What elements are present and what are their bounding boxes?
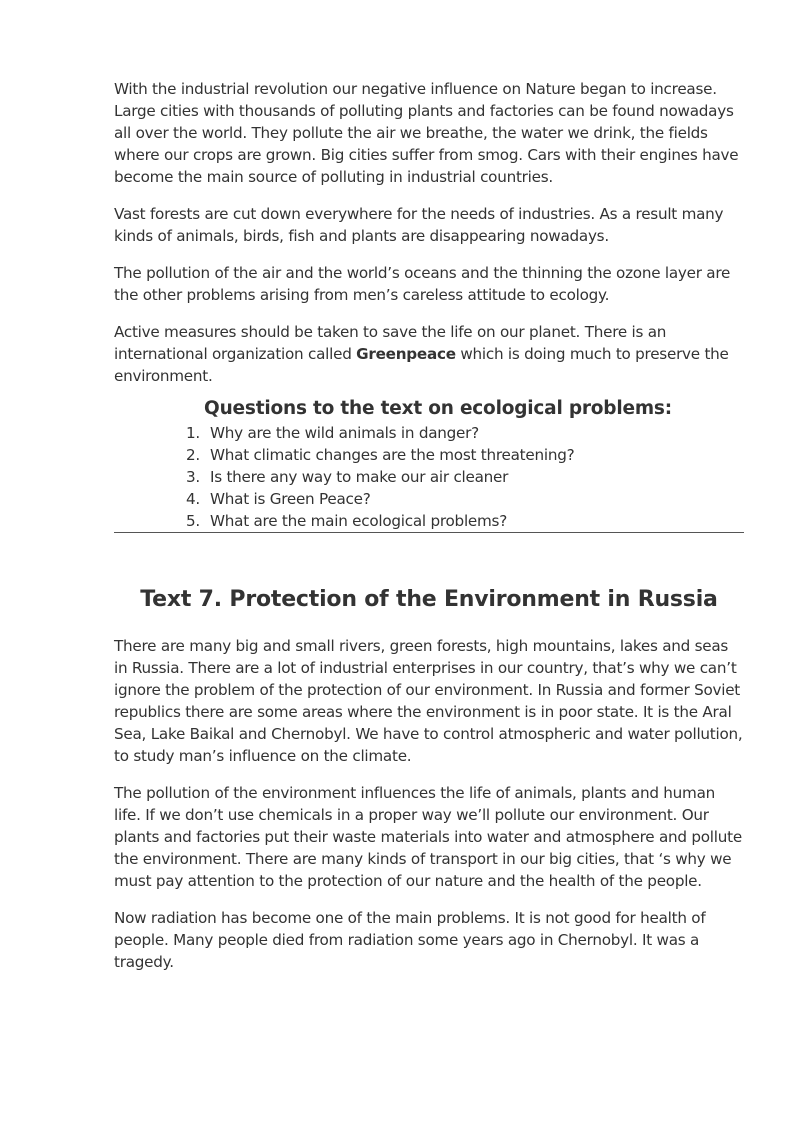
text7-paragraph-3: Now radiation has become one of the main problems. It is not good for health of people. Many people died from radiation some years ago in Chernobyl. It was a tragedy.: [114, 909, 706, 971]
list-item: [186, 444, 744, 466]
intro-paragraph-2: Vast forests are cut down everywhere for the needs of industries. As a result many kinds of animals, birds, fish and plants are disappearing nowadays.: [114, 205, 724, 245]
intro-paragraph-4-start: Active measures should be taken to save the life on our planet. There is an international organization called: [114, 323, 667, 363]
list-item-number: 3.: [186, 468, 200, 486]
list-item: [186, 488, 744, 510]
list-item-number: 1.: [186, 424, 200, 442]
section-divider: [114, 532, 744, 533]
questions-list: [114, 422, 744, 532]
intro-paragraph-1: With the industrial revolution our negative influence on Nature began to increase. Large cities with thousands of polluting plants and factories can be found nowadays all over the world. They pollute the air we breathe, the water we drink, the fields where our crops are grown. Big cities suffer from smog. Cars with their engines have become the main source of polluting in industrial countries.: [114, 80, 739, 186]
list-item-text: Why are the wild animals in danger?: [210, 424, 479, 442]
list-item: [186, 422, 744, 444]
text7-paragraph-1: There are many big and small rivers, green forests, high mountains, lakes and seas in Russia. There are a lot of industrial enterprises in our country, that’s why we can’t ignore the problem of the protection of our environment. In Russia and former Soviet republics there are some areas where the environment is in poor state. It is the Aral Sea, Lake Baikal and Chernobyl. We have to control atmospheric and water pollution, to study man’s influence on the climate.: [114, 637, 743, 765]
list-item-text: Is there any way to make our air cleaner: [210, 468, 509, 486]
list-item-number: 2.: [186, 446, 200, 464]
greenpeace-bold: Greenpeace: [356, 345, 456, 363]
list-item-number: 4.: [186, 490, 200, 508]
text7-title: Text 7. Protection of the Environment in Russia: [140, 587, 718, 612]
list-item-number: 5.: [186, 512, 200, 530]
list-item-text: What climatic changes are the most threatening?: [210, 446, 575, 464]
intro-paragraph-3: The pollution of the air and the world’s oceans and the thinning the ozone layer are the other problems arising from men’s careless attitude to ecology.: [114, 264, 731, 304]
questions-title: Questions to the text on ecological problems:: [204, 398, 672, 419]
list-item: [186, 466, 744, 488]
document-page: [114, 78, 744, 988]
intro-paragraph-4: [114, 321, 744, 387]
list-item-text: What are the main ecological problems?: [210, 512, 508, 530]
intro-paragraph-4-end: which is doing much to preserve the environment.: [114, 345, 729, 385]
list-item: [186, 510, 744, 532]
text7-paragraph-2: The pollution of the environment influences the life of animals, plants and human life. If we don’t use chemicals in a proper way we’ll pollute our environment. Our plants and factories put their waste materials into water and atmosphere and pollute the environment. There are many kinds of transport in our big cities, that ‘s why we must pay attention to the protection of our nature and the health of the people.: [114, 784, 742, 890]
list-item-text: What is Green Peace?: [210, 490, 371, 508]
